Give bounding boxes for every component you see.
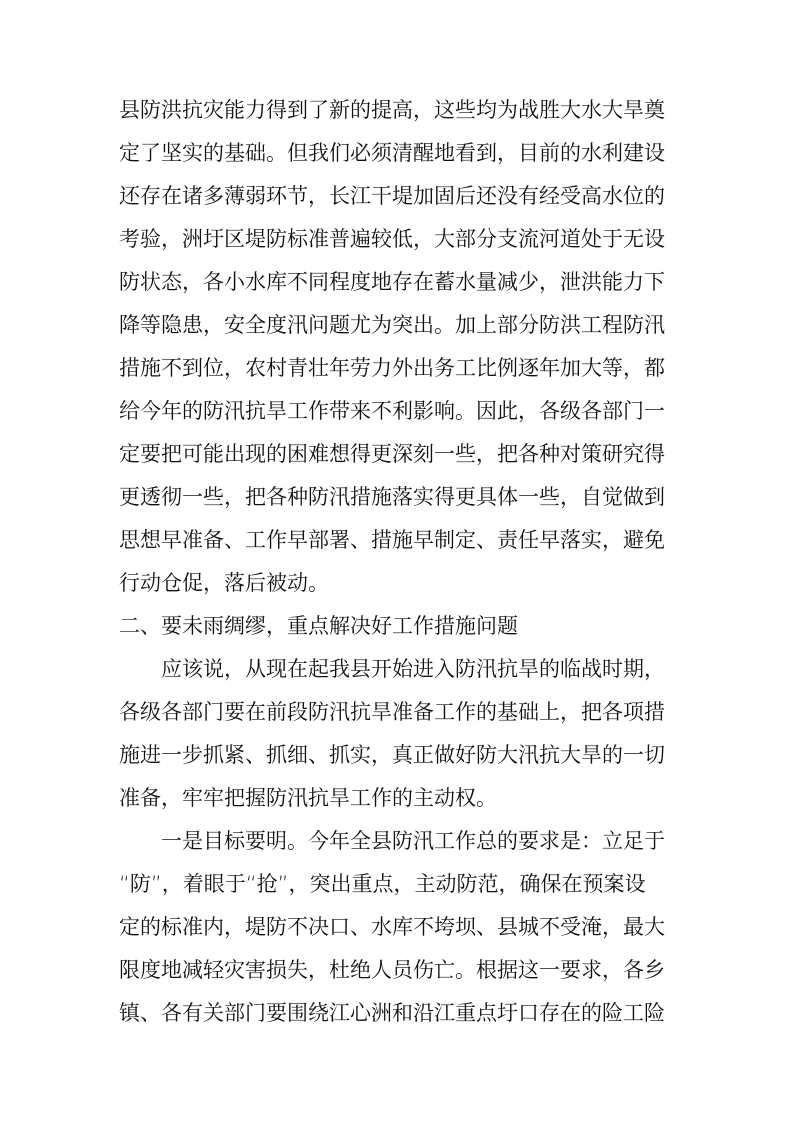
body-text-line: 还存在诸多薄弱环节，长江干堤加固后还没有经受高水位的	[119, 184, 665, 208]
body-text-line: 定要把可能出现的困难想得更深刻一些，把各种对策研究得	[119, 442, 665, 466]
body-text-line: 给今年的防汛抗旱工作带来不利影响。因此，各级各部门一	[119, 399, 665, 423]
body-text-line: 防状态，各小水库不同程度地存在蓄水量减少，泄洪能力下	[119, 270, 665, 294]
paragraph-first-line: 应该说，从现在起我县开始进入防汛抗旱的临战时期，	[161, 657, 665, 681]
body-text-line: 降等隐患，安全度汛问题尤为突出。加上部分防洪工程防汛	[119, 313, 665, 337]
body-text-line: 准备，牢牢把握防汛抗旱工作的主动权。	[119, 786, 497, 810]
body-text-line: 措施不到位，农村青壮年劳力外出务工比例逐年加大等，都	[119, 356, 665, 380]
body-text-line: 更透彻一些，把各种防汛措施落实得更具体一些，自觉做到	[119, 485, 665, 509]
body-text-line: 思想早准备、工作早部署、措施早制定、责任早落实，避免	[119, 528, 665, 552]
body-text-line: 考验，洲圩区堤防标准普遍较低，大部分支流河道处于无设	[119, 227, 665, 251]
paragraph-first-line: 一是目标要明。今年全县防汛工作总的要求是：立足于	[161, 829, 665, 853]
body-text-line: 行动仓促，落后被动。	[119, 571, 329, 595]
body-text-line: 定的标准内，堤防不决口、水库不垮坝、县城不受淹，最大	[119, 915, 665, 939]
body-text-line: 镇、各有关部门要围绕江心洲和沿江重点圩口存在的险工险	[119, 1001, 665, 1025]
body-text-line: 限度地减轻灾害损失，杜绝人员伤亡。根据这一要求，各乡	[119, 958, 665, 982]
body-text-line: 县防洪抗灾能力得到了新的提高，这些均为战胜大水大旱奠	[119, 98, 665, 122]
body-text-line: “防”，着眼于“抢”，突出重点，主动防范，确保在预案设	[119, 872, 646, 896]
body-text-line: 定了坚实的基础。但我们必须清醒地看到，目前的水利建设	[119, 141, 665, 165]
body-text-line: 各级各部门要在前段防汛抗旱准备工作的基础上，把各项措	[119, 700, 665, 724]
section-heading: 二、要未雨绸缪，重点解决好工作措施问题	[119, 614, 518, 638]
body-text-line: 施进一步抓紧、抓细、抓实，真正做好防大汛抗大旱的一切	[119, 743, 665, 767]
